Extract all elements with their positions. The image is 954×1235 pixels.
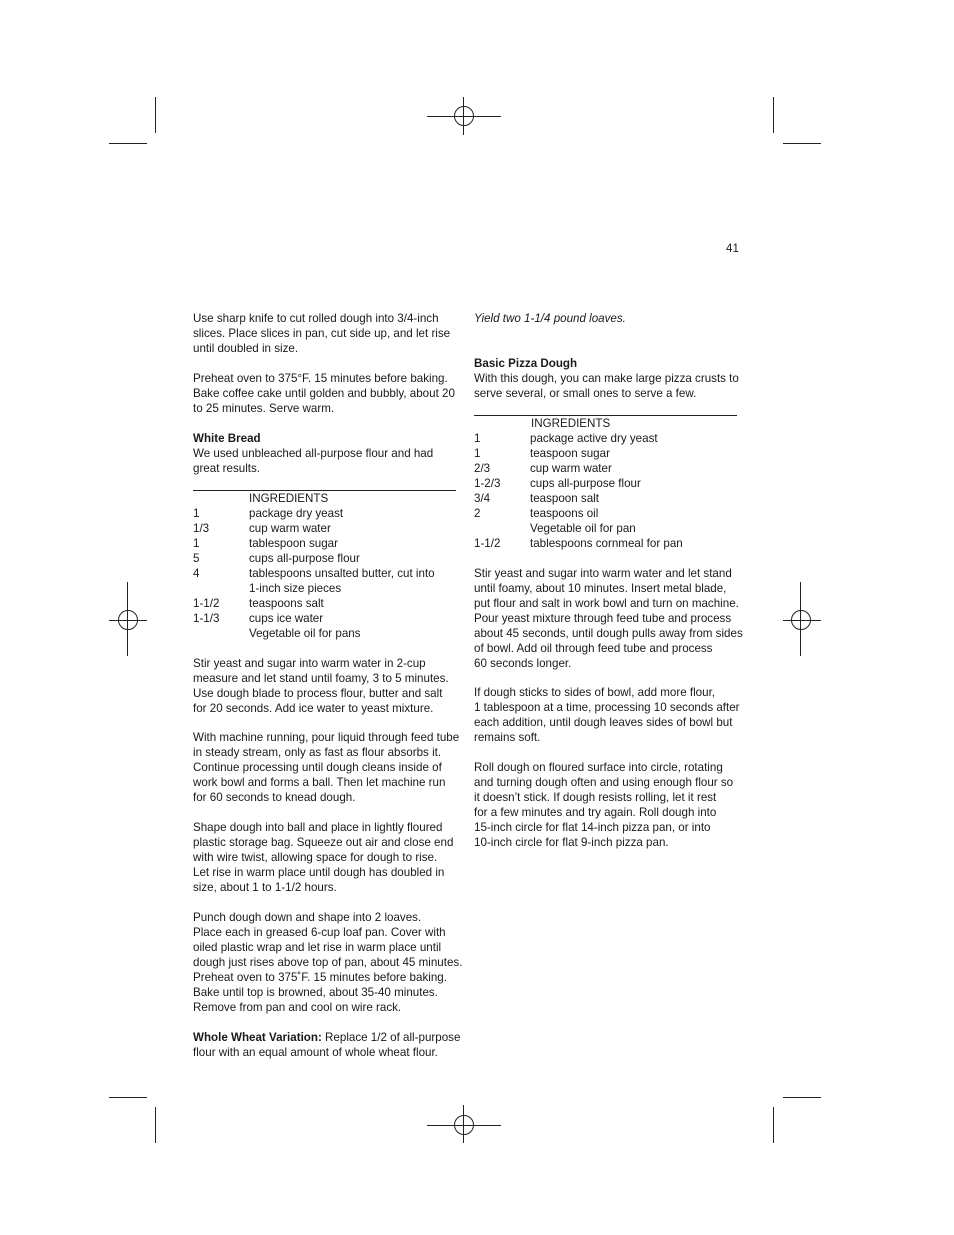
ingredient-item: cup warm water bbox=[530, 462, 612, 475]
ingredient-item: cups all-purpose flour bbox=[249, 552, 360, 565]
coffee-cake-slicing-text: Use sharp knife to cut rolled dough into 3/4-inch slices. Place slices in pan, cut side up, and let rise until doubled in size. bbox=[193, 312, 451, 355]
ingredient-qty: 1-2/3 bbox=[474, 477, 501, 490]
ingredient-row bbox=[474, 536, 683, 551]
coffee-cake-baking-text: Preheat oven to 375°F. 15 minutes before baking. Bake coffee cake until golden and bubbly, about 20 to 25 minutes. Serve warm. bbox=[193, 372, 455, 415]
ingredient-row bbox=[193, 536, 435, 551]
ingredient-item: cup warm water bbox=[249, 522, 331, 535]
instruction-step: With machine running, pour liquid through feed tube in steady stream, only as fast as flour absorbs it. Continue processing until dough cleans inside of work bowl and forms a ball. Then let machine run for 60 seconds to knead dough. bbox=[193, 731, 460, 804]
ingredient-item: tablespoons unsalted butter, cut into bbox=[249, 567, 435, 580]
ingredient-qty: 5 bbox=[193, 552, 200, 565]
white-bread-description: We used unbleached all-purpose flour and had great results. bbox=[193, 447, 434, 475]
ingredient-item: teaspoons salt bbox=[249, 597, 324, 610]
ingredient-row bbox=[474, 446, 683, 461]
ingredient-qty bbox=[474, 521, 530, 536]
ingredient-qty: 1-1/2 bbox=[474, 537, 501, 550]
ingredient-item: cups all-purpose flour bbox=[530, 477, 641, 490]
ingredient-row bbox=[193, 521, 435, 536]
white-bread-title: White Bread bbox=[193, 432, 261, 445]
instruction-step: If dough sticks to sides of bowl, add more flour, 1 tablespoon at a time, processing 10 seconds after each addition, until dough leaves sides of bowl but remains soft. bbox=[474, 686, 740, 744]
ingredient-qty: 2/3 bbox=[474, 462, 491, 475]
variation-label: Whole Wheat Variation: bbox=[193, 1031, 322, 1044]
pizza-dough-ingredients bbox=[474, 431, 683, 551]
ingredient-qty: 1 bbox=[193, 537, 200, 550]
ingredient-qty: 1 bbox=[474, 432, 481, 445]
ingredient-qty: 1-1/2 bbox=[193, 597, 220, 610]
ingredient-item: cups ice water bbox=[249, 612, 324, 625]
ingredient-qty bbox=[193, 581, 249, 596]
page-number: 41 bbox=[726, 242, 739, 255]
ingredient-item: Vegetable oil for pan bbox=[530, 522, 636, 535]
ingredient-qty: 1-1/3 bbox=[193, 612, 220, 625]
ingredient-item: package dry yeast bbox=[249, 507, 344, 520]
ingredients-header: INGREDIENTS bbox=[249, 492, 329, 505]
instruction-step: Stir yeast and sugar into warm water and let stand until foamy, about 10 minutes. Insert metal blade, put flour and salt in work bowl and turn on machine. Pour yeast mixture through feed tube and process about 45 seconds, until dough pulls away from sides of bowl. Add oil through feed tube and process 60 seconds longer. bbox=[474, 567, 743, 670]
instruction-step: Roll dough on floured surface into circle, rotating and turning dough often and using enough flour so it doesn’t stick. If dough resists rolling, let it rest for a few minutes and try again. Roll dough into 15-inch circle for flat 14-inch pizza pan, or into 10-inch circle for flat 9-inch pizza pan. bbox=[474, 761, 734, 849]
ingredient-item: package active dry yeast bbox=[530, 432, 658, 445]
ingredient-item: 1-inch size pieces bbox=[249, 582, 342, 595]
ingredient-row bbox=[193, 596, 435, 611]
instruction-step: Stir yeast and sugar into warm water in 2-cup measure and let stand until foamy, 3 to 5 minutes. Use dough blade to process flour, butter and salt for 20 seconds. Add ice water to yeast mixture. bbox=[193, 657, 449, 715]
white-bread-ingredients bbox=[193, 506, 435, 641]
ingredient-row bbox=[193, 581, 435, 596]
ingredient-row bbox=[193, 551, 435, 566]
ingredient-qty: 1 bbox=[474, 447, 481, 460]
ingredient-qty: 1 bbox=[193, 507, 200, 520]
whole-wheat-variation bbox=[193, 1030, 468, 1060]
ingredient-row bbox=[474, 461, 683, 476]
ingredient-row bbox=[474, 491, 683, 506]
yield-text: Yield two 1-1/4 pound loaves. bbox=[474, 312, 626, 325]
ingredient-item: teaspoon sugar bbox=[530, 447, 610, 460]
ingredient-row bbox=[193, 611, 435, 626]
ingredient-row bbox=[474, 476, 683, 491]
ingredient-qty: 4 bbox=[193, 567, 200, 580]
ingredient-qty: 1/3 bbox=[193, 522, 210, 535]
ingredient-row bbox=[474, 431, 683, 446]
ingredients-header: INGREDIENTS bbox=[531, 417, 611, 430]
ingredient-qty: 2 bbox=[474, 507, 481, 520]
ingredient-item: Vegetable oil for pans bbox=[249, 627, 361, 640]
instruction-step: Shape dough into ball and place in lightly floured plastic storage bag. Squeeze out air and close end with wire twist, allowing space for dough to rise. Let rise in warm place until dough has doubled in size, about 1 to 1-1/2 hours. bbox=[193, 821, 454, 894]
instruction-step: Punch dough down and shape into 2 loaves. Place each in greased 6-cup loaf pan. Cover with oiled plastic wrap and let rise in warm place until dough just rises above top of pan, about 45 minutes. Preheat oven to 375˚F. 15 minutes before baking. Bake until top is browned, about 35-40 minutes. Remove from pan and cool on wire rack. bbox=[193, 911, 463, 1014]
ingredient-item: teaspoon salt bbox=[530, 492, 599, 505]
pizza-dough-description: With this dough, you can make large pizza crusts to serve several, or small ones to serve a few. bbox=[474, 372, 739, 400]
ingredient-row bbox=[193, 566, 435, 581]
ingredient-row bbox=[474, 506, 683, 521]
ingredient-qty: 3/4 bbox=[474, 492, 491, 505]
ingredient-item: tablespoon sugar bbox=[249, 537, 338, 550]
ingredient-row bbox=[193, 506, 435, 521]
pizza-dough-title: Basic Pizza Dough bbox=[474, 357, 578, 370]
variation-text: Replace 1/2 of all-purpose flour with an equal amount of whole wheat flour. bbox=[193, 1031, 461, 1059]
ingredient-qty bbox=[193, 626, 249, 641]
ingredient-row bbox=[193, 626, 435, 641]
ingredient-item: tablespoons cornmeal for pan bbox=[530, 537, 683, 550]
ingredient-item: teaspoons oil bbox=[530, 507, 599, 520]
ingredient-row bbox=[474, 521, 683, 536]
